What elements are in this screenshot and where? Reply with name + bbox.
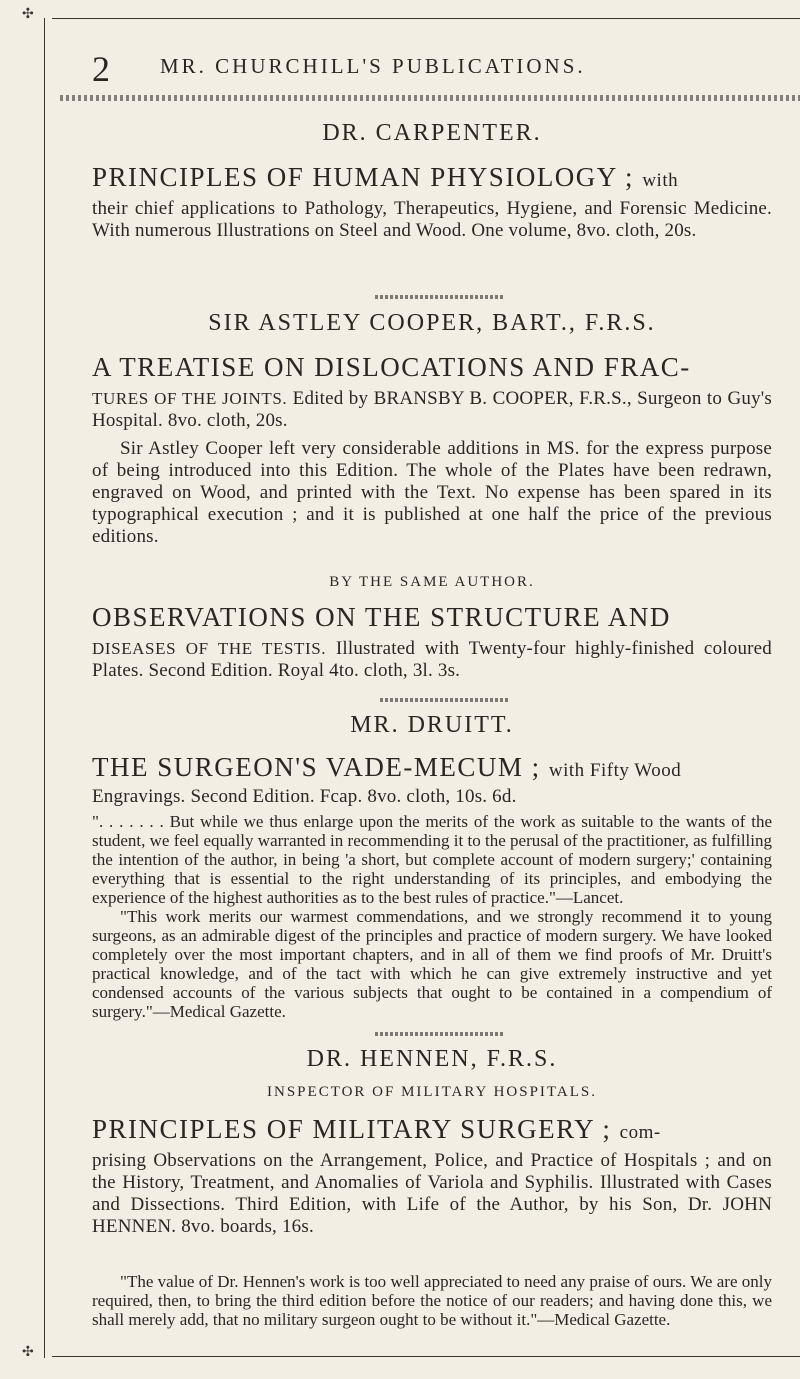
divider	[375, 295, 505, 299]
cooper-details2-block	[92, 638, 772, 682]
hennen-author: DR. HENNEN, F.R.S.	[306, 1046, 558, 1072]
druitt-review-gazette: "This work merits our warmest commendations, and we strongly recommend it to young surgeons, as an admirable digest of the principles and practice of modern surgery. We have looked completely over the most important chapters, and in all of them we find proofs of Mr. Druitt's practical knowledge, and of the tact with which he can give extremely instructive and yet condensed accounts of the various subjects that ought to be contained in a compendium of surgery."—Medical Gazette.	[92, 907, 772, 1021]
corner-ornament-top: ✣	[22, 7, 34, 22]
carpenter-author: DR. CARPENTER.	[322, 120, 542, 146]
header-wavy-rule	[60, 95, 800, 101]
corner-ornament-bottom: ✣	[22, 1345, 34, 1360]
top-rule	[52, 18, 800, 19]
bottom-rule	[52, 1356, 800, 1357]
carpenter-title: PRINCIPLES OF HUMAN PHYSIOLOGY ;	[92, 162, 635, 192]
hennen-details: prising Observations on the Arrangement, Police, and Practice of Hospitals ; and on the History, Treatment, and Anomalies of Variola and Syphilis. Illustrated with Cases and Dissections. Third Edition, with Life of the Author, by his Son, Dr. JOHN HENNEN. 8vo. boards, 16s.	[92, 1150, 772, 1237]
carpenter-title-line	[92, 162, 772, 196]
hennen-review	[92, 1272, 772, 1329]
cooper-author: SIR ASTLEY COOPER, BART., F.R.S.	[208, 310, 656, 336]
hennen-title: PRINCIPLES OF MILITARY SURGERY ;	[92, 1114, 612, 1144]
cooper-title-cont: TURES OF THE JOINTS.	[92, 389, 288, 408]
carpenter-title-tail: with	[642, 170, 679, 191]
cooper-note: Sir Astley Cooper left very considerable additions in MS. for the express purpose of being introduced into this Edition. The whole of the Plates have been redrawn, engraved on Wood, and printed with the Text. No expense has been spared in its typographical execution ; and it is published at one half the price of the previous editions.	[92, 438, 772, 547]
hennen-subtitle: INSPECTOR OF MILITARY HOSPITALS.	[267, 1084, 597, 1100]
running-title: MR. CHURCHILL'S PUBLICATIONS.	[160, 54, 586, 78]
divider	[375, 1032, 505, 1036]
page-number: 2	[92, 49, 110, 89]
hennen-review-text: "The value of Dr. Hennen's work is too well appreciated to need any praise of ours. We are only required, then, to bring the third edition before the notice of our readers; and having done this, we shall merely add, that no military surgeon ought to be without it."—Medical Gazette.	[92, 1272, 772, 1329]
cooper-details-block	[92, 388, 772, 548]
cooper-title2: OBSERVATIONS ON THE STRUCTURE AND	[92, 602, 671, 632]
cooper-title2-cont: DISEASES OF THE TESTIS.	[92, 639, 327, 658]
carpenter-description: their chief applications to Pathology, Therapeutics, Hygiene, and Forensic Medicine. With numerous Illustrations on Steel and Wood. One volume, 8vo. cloth, 20s.	[92, 198, 772, 241]
cooper-details2: Illustrated with Twenty-four highly-finished coloured Plates. Second Edition. Royal 4to. cloth, 3l. 3s.	[92, 638, 773, 681]
druitt-reviews	[92, 812, 772, 1021]
cooper-details: Edited by BRANSBY B. COOPER, F.R.S., Surgeon to Guy's Hospital. 8vo. cloth, 20s.	[92, 388, 772, 431]
druitt-title-tail: with Fifty Wood	[548, 760, 682, 781]
druitt-review-lancet: ". . . . . . . But while we thus enlarge upon the merits of the work as suitable to the wants of the student, we feel equally warranted in recommending it to the perusal of the practitioner, as fulfilling the intention of the author, in being 'a short, but complete account of modern surgery;' containing everything that is essential to the right understanding of its principles, and embodying the experience of the highest authorities as to the best rules of practice."—Lancet.	[92, 812, 772, 907]
hennen-title-tail: com-	[619, 1122, 661, 1143]
druitt-details: Engravings. Second Edition. Fcap. 8vo. cloth, 10s. 6d.	[92, 786, 517, 807]
druitt-title-line	[92, 752, 772, 786]
druitt-title: THE SURGEON'S VADE-MECUM ;	[92, 752, 541, 782]
cooper-title: A TREATISE ON DISLOCATIONS AND FRAC-	[92, 352, 691, 382]
left-margin-rule	[44, 18, 45, 1358]
cooper-same-author: BY THE SAME AUTHOR.	[329, 574, 535, 590]
divider	[380, 698, 510, 702]
hennen-title-line	[92, 1114, 772, 1148]
druitt-author: MR. DRUITT.	[350, 712, 514, 738]
